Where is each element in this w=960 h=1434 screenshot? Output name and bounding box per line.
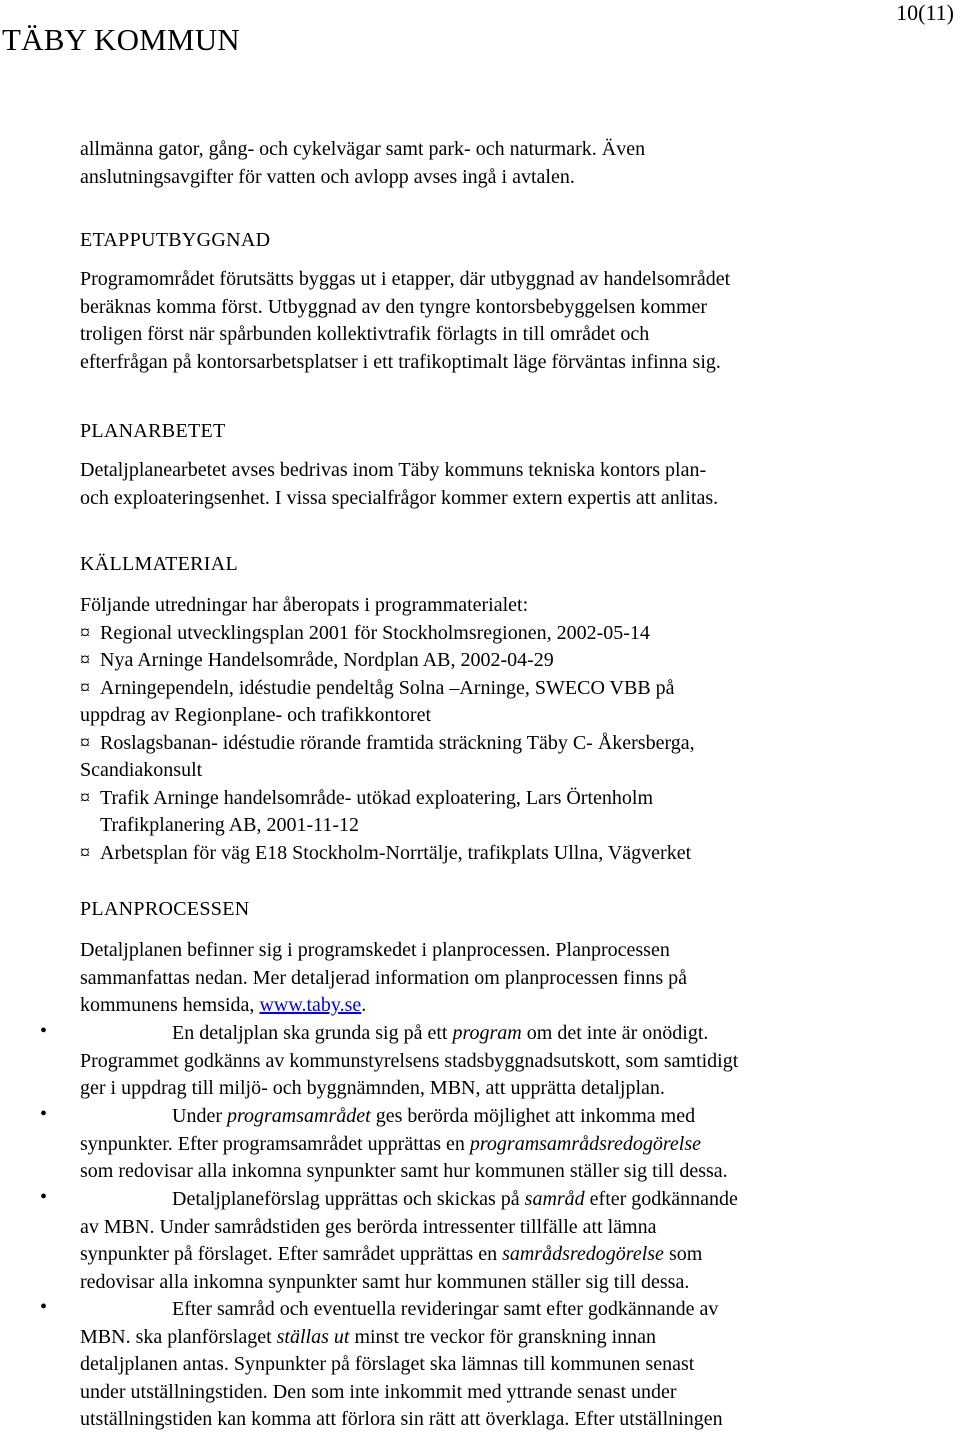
planarbetet-paragraph: [80, 457, 880, 512]
text-line: av MBN. Under samrådstiden ges berörda intressenter tillfälle att lämna: [80, 1215, 657, 1238]
text-line: anslutningsavgifter för vatten och avlopp avses ingå i avtalen.: [80, 165, 575, 188]
list-item: ¤ Nya Arninge Handelsområde, Nordplan AB, 2002-04-29: [80, 647, 880, 675]
list-item: ¤ Trafik Arninge handelsområde- utökad exploatering, Lars Örtenholm: [80, 785, 880, 813]
heading-etapputbyggnad: ETAPPUTBYGGNAD: [80, 229, 271, 251]
bullet-icon: •: [40, 1186, 48, 1208]
text-line: synpunkter på förslaget. Efter samrådet upprättas en samrådsredogörelse som: [80, 1243, 703, 1265]
list-lead: Följande utredningar har åberopats i programmaterialet:: [80, 594, 529, 616]
text-line: MBN. ska planförslaget ställas ut minst tre veckor för granskning innan: [80, 1325, 657, 1348]
kallmaterial-list: [80, 592, 880, 867]
list-item-continued: Trafikplanering AB, 2001-11-12: [100, 814, 360, 836]
text-line: och exploateringsenhet. I vissa specialfrågor kommer extern expertis att anlitas.: [80, 486, 719, 509]
list-item: ¤ Roslagsbanan- idéstudie rörande framtida sträckning Täby C- Åkersberga,: [80, 730, 880, 758]
list-item: ¤ Arbetsplan för väg E18 Stockholm-Norrtälje, trafikplats Ullna, Vägverket: [80, 840, 880, 868]
bullet-item-4: [80, 1296, 900, 1434]
text-line: sammanfattas nedan. Mer detaljerad information om planprocessen finns på: [80, 966, 688, 989]
currency-sign-icon: ¤: [80, 649, 90, 671]
etapp-paragraph: [80, 266, 880, 376]
bullet-item-1: [80, 1020, 900, 1103]
currency-sign-icon: ¤: [80, 621, 90, 644]
text-line: beräknas komma först. Utbyggnad av den tyngre kontorsbebyggelsen kommer: [80, 295, 708, 318]
page-number: 10(11): [896, 0, 954, 25]
text-line: som redovisar alla inkomna synpunkter samt hur kommunen ställer sig till dessa.: [80, 1160, 728, 1182]
text-line: allmänna gator, gång- och cykelvägar samt park- och naturmark. Även: [80, 138, 646, 160]
text-line: ger i uppdrag till miljö- och byggnämnden, MBN, att upprätta detaljplan.: [80, 1077, 665, 1099]
heading-planarbetet: PLANARBETET: [80, 420, 226, 442]
text-line: Under programsamrådet ges berörda möjlighet att inkomma med: [172, 1105, 696, 1127]
text-line: En detaljplan ska grunda sig på ett program om det inte är onödigt.: [172, 1022, 709, 1044]
bullet-item-2: [80, 1103, 900, 1186]
planprocessen-paragraph: [80, 937, 880, 1020]
text-line: efterfrågan på kontorsarbetsplatser i ett trafikoptimalt läge förväntas infinna sig.: [80, 350, 721, 373]
text-line: under utställningstiden. Den som inte inkommit med yttrande senast under: [80, 1380, 677, 1403]
text-line: Detaljplaneförslag upprättas och skickas på samråd efter godkännande: [172, 1188, 738, 1210]
text-line: troligen först när spårbunden kollektivtrafik förlagts in till området och: [80, 323, 650, 345]
heading-planprocessen: PLANPROCESSEN: [80, 898, 250, 920]
text-line: detaljplanen antas. Synpunkter på förslaget ska lämnas till kommunen senast: [80, 1353, 695, 1375]
heading-kallmaterial: KÄLLMATERIAL: [80, 553, 239, 575]
currency-sign-icon: ¤: [80, 731, 90, 754]
list-item-continued: Scandiakonsult: [80, 759, 203, 781]
bullet-icon: •: [40, 1296, 48, 1318]
text-line: Programmet godkänns av kommunstyrelsens stadsbyggnadsutskott, som samtidigt: [80, 1049, 739, 1072]
text-line: redovisar alla inkomna synpunkter samt hur kommunen ställer sig till dessa.: [80, 1270, 690, 1293]
text-line: Efter samråd och eventuella revideringar samt efter godkännande av: [172, 1298, 719, 1320]
bullet-icon: •: [40, 1020, 48, 1042]
text-line: kommunens hemsida, www.taby.se.: [80, 994, 367, 1016]
text-line: Detaljplanen befinner sig i programskedet i planprocessen. Planprocessen: [80, 939, 670, 961]
currency-sign-icon: ¤: [80, 841, 90, 864]
list-item: ¤ Regional utvecklingsplan 2001 för Stockholmsregionen, 2002-05-14: [80, 620, 880, 648]
bullet-item-3: [80, 1186, 900, 1296]
text-line: utställningstiden kan komma att förlora sin rätt att överklaga. Efter utställningen: [80, 1408, 723, 1430]
intro-paragraph: [80, 136, 880, 191]
website-link[interactable]: www.taby.se: [259, 994, 362, 1016]
text-line: Programområdet förutsätts byggas ut i etapper, där utbyggnad av handelsområdet: [80, 268, 731, 290]
list-item: ¤ Arningependeln, idéstudie pendeltåg Solna –Arninge, SWECO VBB på: [80, 675, 880, 703]
currency-sign-icon: ¤: [80, 786, 90, 809]
org-title: TÄBY KOMMUN: [2, 22, 240, 57]
currency-sign-icon: ¤: [80, 676, 90, 699]
list-item-continued: uppdrag av Regionplane- och trafikkontoret: [80, 704, 431, 726]
text-line: Detaljplanearbetet avses bedrivas inom Täby kommuns tekniska kontors plan-: [80, 459, 707, 481]
text-line: synpunkter. Efter programsamrådet upprättas en programsamrådsredogörelse: [80, 1132, 701, 1155]
bullet-icon: •: [40, 1103, 48, 1125]
